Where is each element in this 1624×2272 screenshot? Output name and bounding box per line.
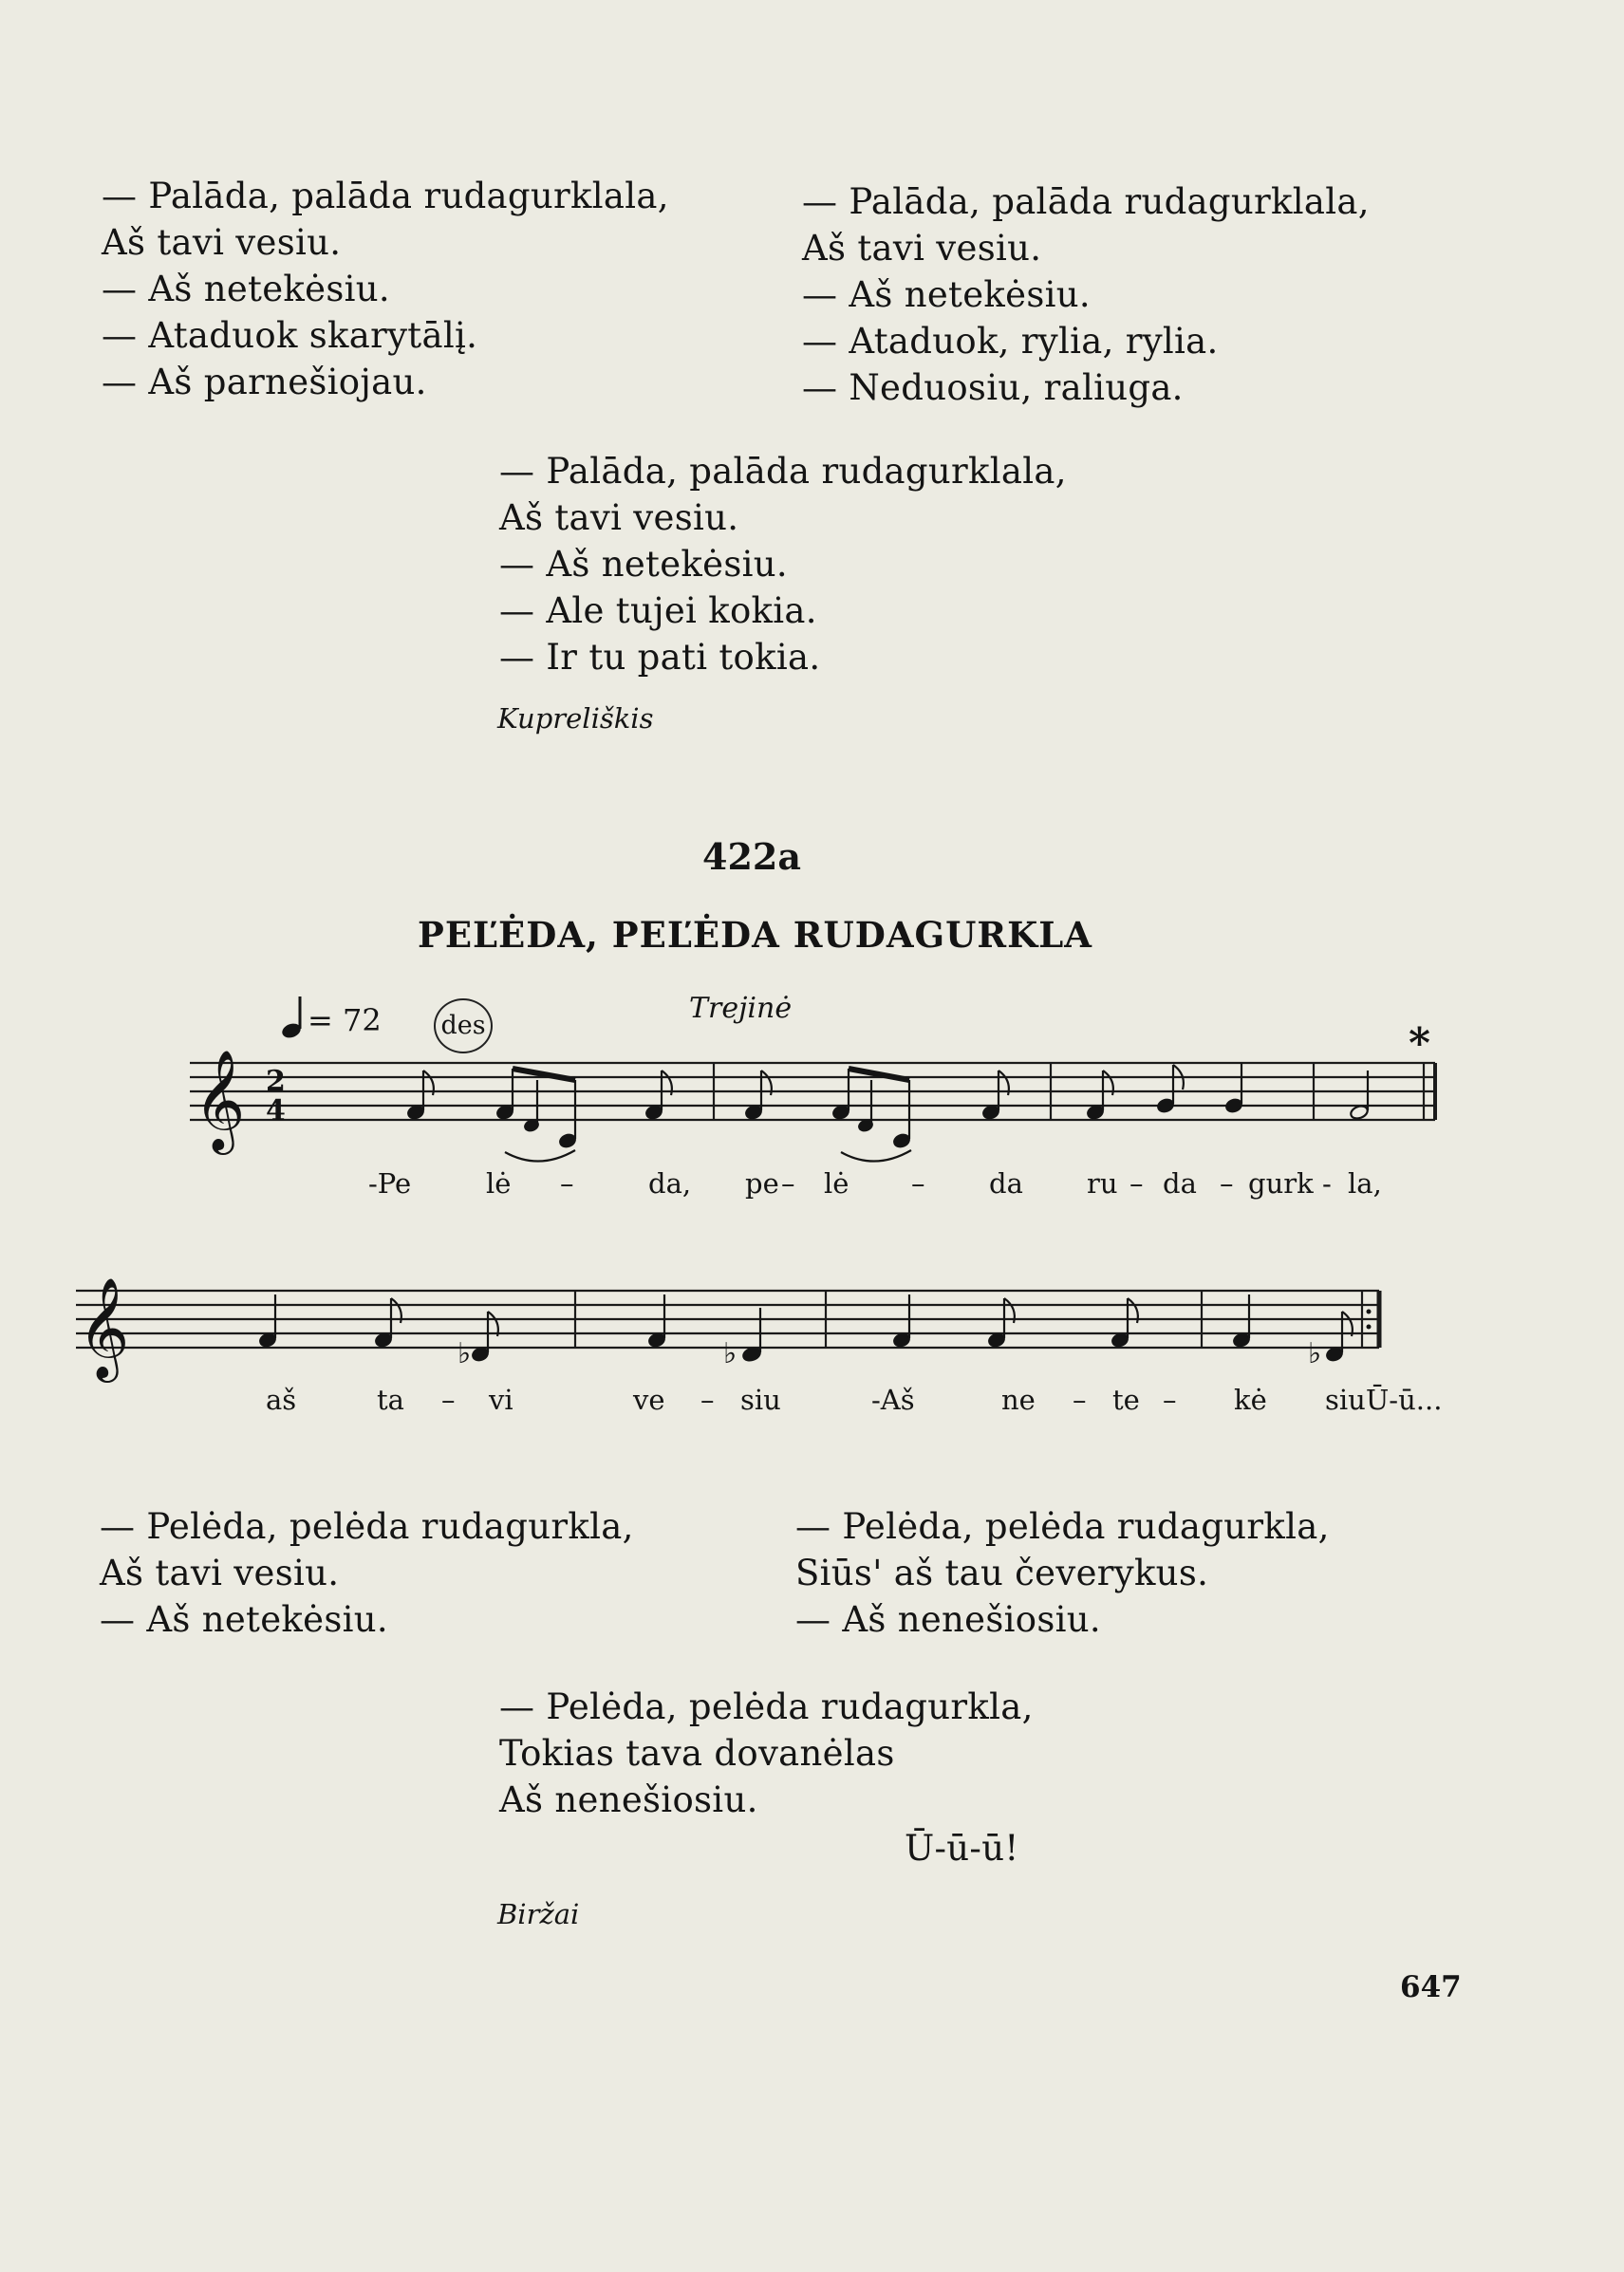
svg-text:𝄞: 𝄞 <box>194 1049 246 1150</box>
song1-stanza-center: — Palāda, palāda rudagurklala, Aš tavi vesiu. — Aš netekėsiu. — Ale tujei kokia. — Ir tu pati tokia. <box>499 451 1067 678</box>
lyric-syllable: te <box>1112 1384 1140 1416</box>
time-signature-bottom: 4 <box>266 1094 286 1127</box>
lyric-syllable: gurk <box>1248 1167 1314 1200</box>
lyric-syllable: aš <box>266 1384 297 1416</box>
lyric-syllable: ta <box>377 1384 404 1416</box>
lyric-syllable: ru <box>1087 1167 1118 1200</box>
song1-stanza-left: — Palāda, palāda rudagurklala, Aš tavi vesiu. — Aš netekėsiu. — Ataduok skarytālį. — Aš parnešiojau. <box>102 176 669 402</box>
key-label: des <box>434 998 493 1053</box>
lyric-syllable: ne <box>1001 1384 1036 1416</box>
lyric-syllable: – <box>1129 1167 1144 1200</box>
song-number: 422a <box>702 835 801 878</box>
lyric-syllable: da <box>989 1167 1023 1200</box>
lyric-syllable: – <box>1163 1384 1177 1416</box>
song1-stanza-right: — Palāda, palāda rudagurklala, Aš tavi vesiu. — Aš netekėsiu. — Ataduok, rylia, rylia. — Neduosiu, raliuga. <box>802 181 1370 408</box>
lyric-syllable: lė <box>486 1167 512 1200</box>
page-number: 647 <box>1400 1970 1462 2004</box>
time-signature-top: 2 <box>266 1065 286 1098</box>
lyric-syllable: – <box>1073 1384 1087 1416</box>
song2-place: Biržai <box>497 1898 580 1930</box>
lyric-syllable: -Pe <box>368 1167 412 1200</box>
meter-label: Trejinė <box>689 992 793 1025</box>
lyric-syllable: - <box>1322 1167 1332 1200</box>
lyric-syllable: vi <box>489 1384 513 1416</box>
lyric-syllable: siu <box>740 1384 781 1416</box>
lyric-syllable: da, <box>648 1167 692 1200</box>
song-title: PEĽĖDA, PEĽĖDA RUDAGURKLA <box>418 914 1093 956</box>
lyric-syllable: – <box>441 1384 456 1416</box>
song1-place: Kupreliškis <box>497 702 654 735</box>
music-staff-1 <box>161 1034 1614 1167</box>
svg-text:𝄞: 𝄞 <box>78 1276 130 1378</box>
lyric-syllable: – <box>781 1167 795 1200</box>
song2-stanza-right: — Pelėda, pelėda rudagurkla, Siūs' aš tau čeverykus. — Aš nenešiosiu. <box>795 1506 1330 1640</box>
lyric-syllable: – <box>560 1167 574 1200</box>
music-staff-2 <box>57 1262 1405 1386</box>
tempo-marking: = 72 <box>308 1002 382 1038</box>
lyric-syllable: – <box>1220 1167 1234 1200</box>
lyric-syllable: da <box>1163 1167 1197 1200</box>
asterisk-mark: * <box>1409 1019 1431 1068</box>
treble-clef-icon <box>194 1049 245 1155</box>
svg-text:♭: ♭ <box>1308 1337 1322 1370</box>
lyric-syllable: lė <box>824 1167 849 1200</box>
lyric-syllable: siuŪ-ū... <box>1325 1384 1443 1416</box>
lyric-syllable: la, <box>1348 1167 1382 1200</box>
lyric-syllable: ve <box>633 1384 665 1416</box>
song2-stanza-left: — Pelėda, pelėda rudagurkla, Aš tavi vesiu. — Aš netekėsiu. <box>100 1506 634 1640</box>
lyric-syllable: kė <box>1234 1384 1267 1416</box>
refrain: Ū-ū-ū! <box>905 1828 1019 1869</box>
lyric-syllable: pe <box>745 1167 779 1200</box>
svg-text:♭: ♭ <box>457 1337 472 1370</box>
svg-text:♭: ♭ <box>723 1337 737 1370</box>
lyric-syllable: -Aš <box>871 1384 915 1416</box>
treble-clef-icon <box>78 1276 129 1383</box>
song2-stanza-center: — Pelėda, pelėda rudagurkla, Tokias tava dovanėlas Aš nenešiosiu. <box>499 1686 1034 1820</box>
lyric-syllable: – <box>911 1167 925 1200</box>
lyric-syllable: – <box>700 1384 715 1416</box>
